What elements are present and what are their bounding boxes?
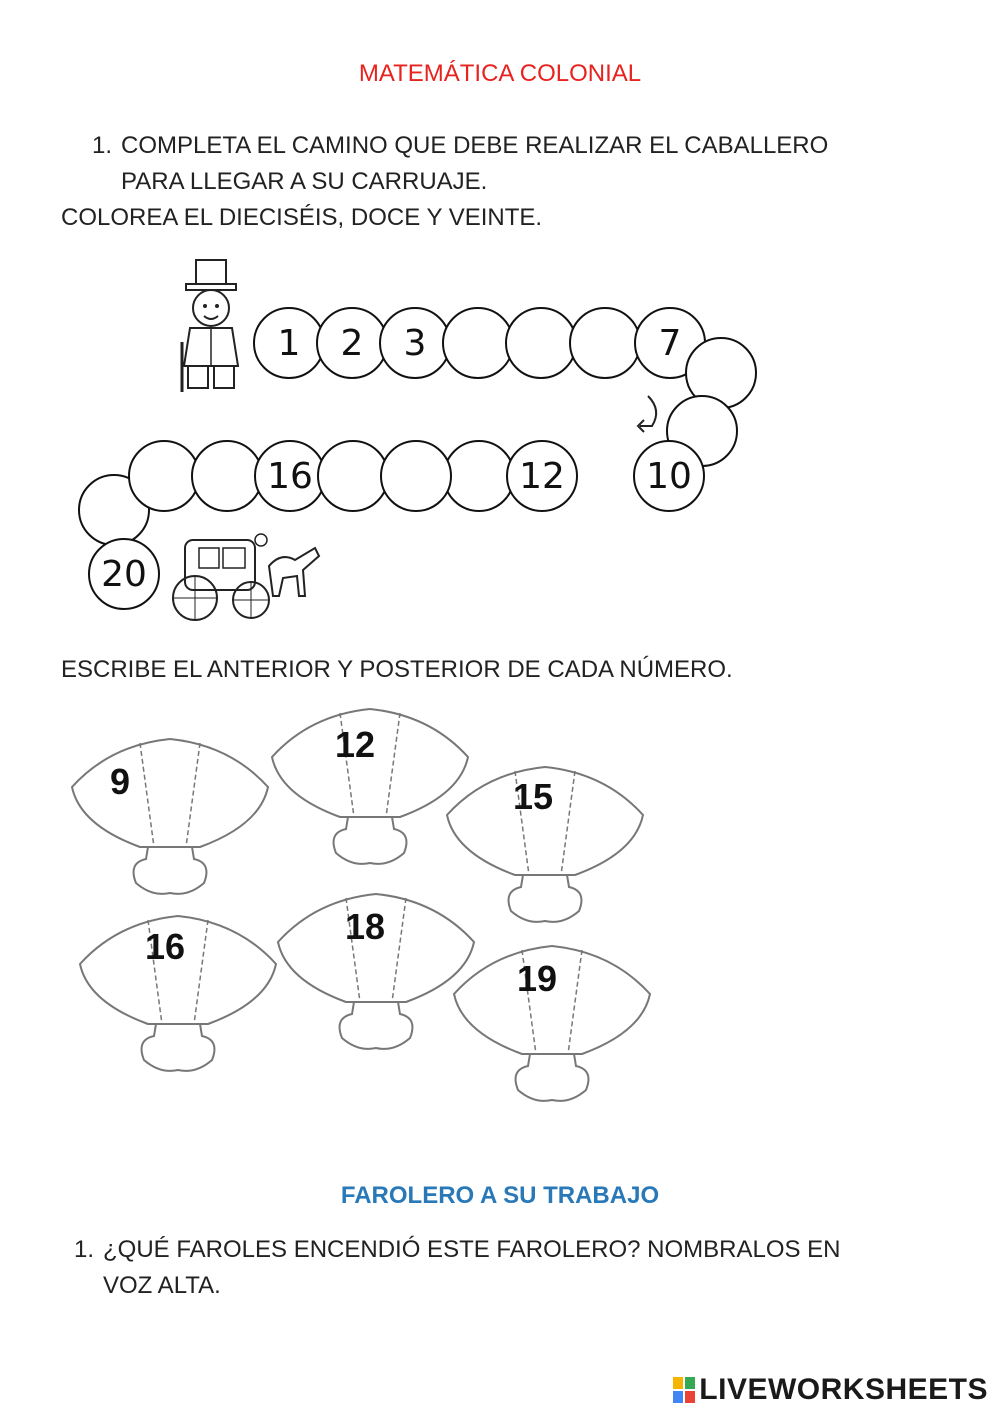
fan-number: 12 (334, 724, 376, 765)
liveworksheets-logo (673, 1373, 988, 1407)
path-circle (191, 440, 263, 512)
path-circle (442, 307, 514, 379)
path-circle (317, 440, 389, 512)
question-line-1: ¿QUÉ FAROLES ENCENDIÓ ESTE FAROLERO? NOMBRALOS EN (103, 1236, 841, 1263)
path-circle: 12 (506, 440, 578, 512)
path-circle: 7 (634, 307, 706, 379)
fan-number: 15 (512, 776, 554, 817)
instruction-number: 1. (92, 132, 113, 159)
path-circle (505, 307, 577, 379)
path-circle (443, 440, 515, 512)
curved-arrow-icon (630, 392, 666, 438)
section-title: FAROLERO A SU TRABAJO (340, 1182, 660, 1209)
logo-text: LIVEWORKSHEETS (699, 1373, 988, 1406)
fan-number: 19 (516, 958, 558, 999)
question-line-2: VOZ ALTA. (103, 1272, 221, 1299)
fan-number: 9 (109, 761, 131, 802)
fan-number: 18 (344, 906, 386, 947)
path-circle (569, 307, 641, 379)
carriage-illustration (165, 526, 325, 624)
knight-illustration (168, 256, 254, 396)
path-circle: 3 (379, 307, 451, 379)
fans-instruction: ESCRIBE EL ANTERIOR Y POSTERIOR DE CADA NÚMERO. (61, 656, 733, 683)
instruction-line-2: PARA LLEGAR A SU CARRUAJE. (121, 168, 488, 195)
instruction-line-1: COMPLETA EL CAMINO QUE DEBE REALIZAR EL CABALLERO (121, 132, 829, 159)
fan-number: 16 (144, 926, 186, 967)
path-circle: 1 (253, 307, 325, 379)
logo-icon (673, 1377, 695, 1403)
question-number: 1. (74, 1236, 95, 1263)
path-circle: 16 (254, 440, 326, 512)
page-title: MATEMÁTICA COLONIAL (358, 60, 642, 87)
path-circle: 10 (633, 440, 705, 512)
color-instruction: COLOREA EL DIECISÉIS, DOCE Y VEINTE. (61, 204, 543, 231)
path-circle (380, 440, 452, 512)
path-circle: 2 (316, 307, 388, 379)
path-circle (128, 440, 200, 512)
path-circle-end: 20 (88, 538, 160, 610)
